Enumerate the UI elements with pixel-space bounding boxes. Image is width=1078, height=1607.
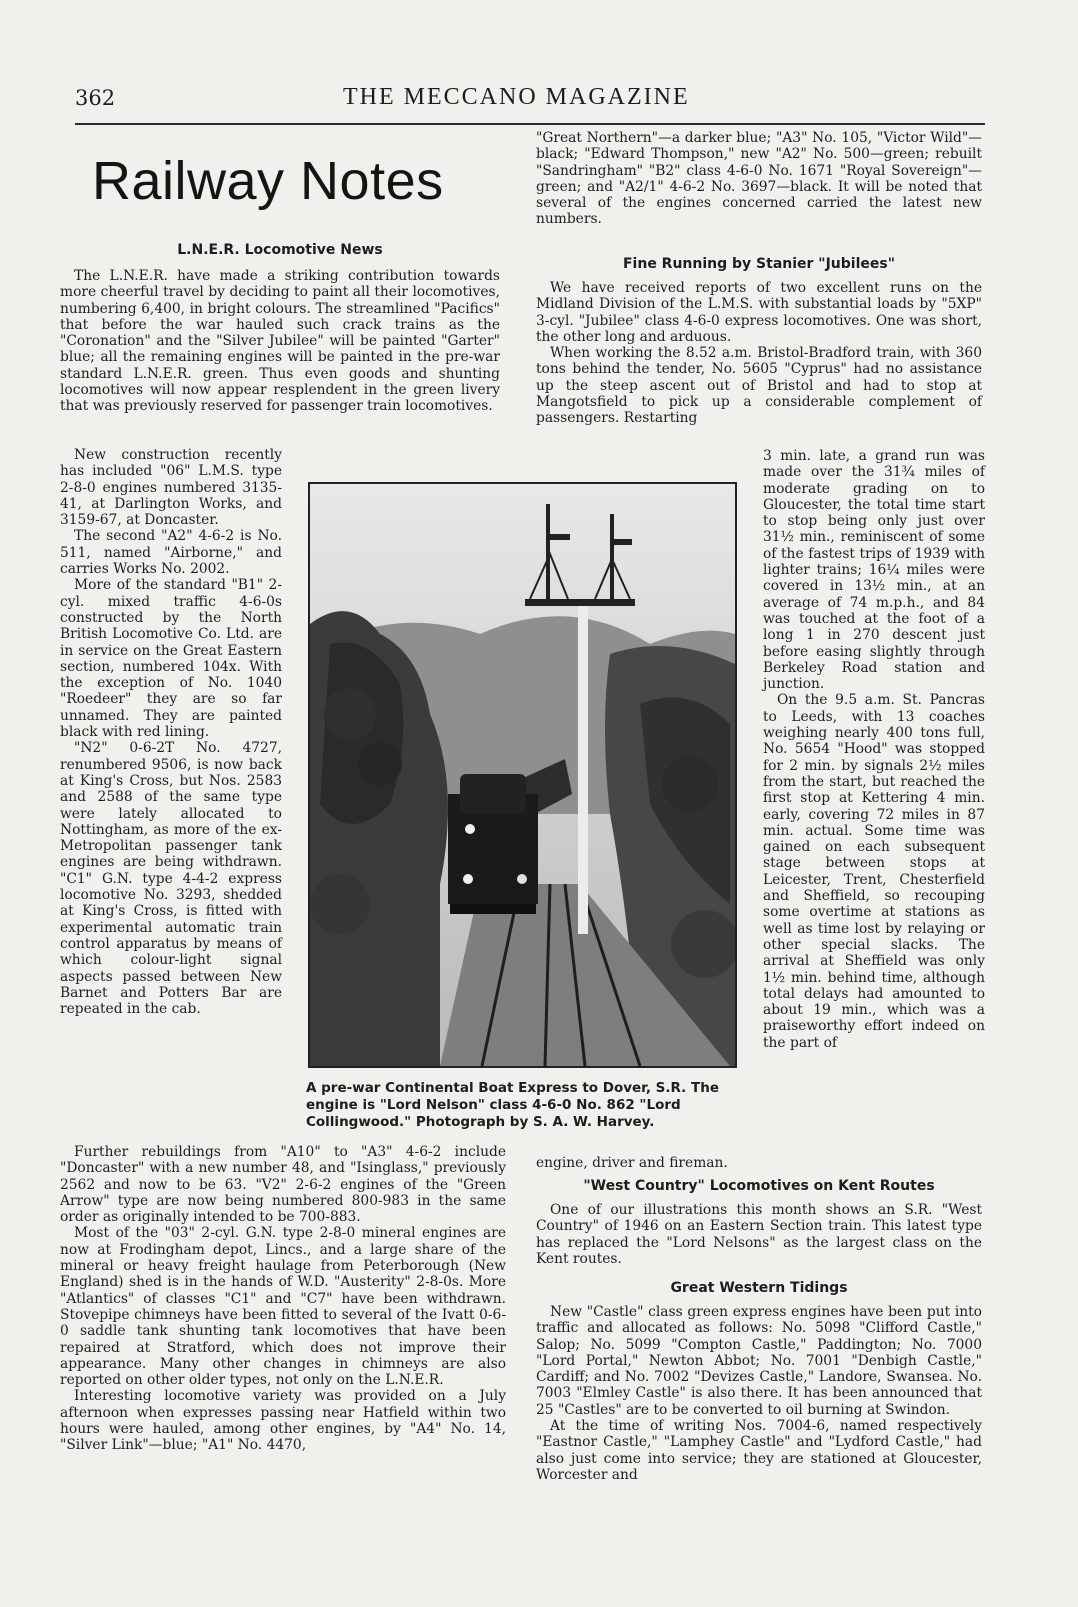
paragraph: New "Castle" class green express engines have been put into traffic and allocated as follows: No. 5098 "Clifford Castle," Salop; No. 5099 "Compton Castle," Paddington; No. 7000 "Lord Portal," Newton Abbot; No. 7001 "Denbigh Castle," Cardiff; and No. 7002 "Devizes Castle," Landore, Swansea. No. 7003 "Elmley Castle" is also there. It has been announced that 25 "Castles" are to be converted to oil burning at Swindon.	[536, 1304, 982, 1418]
heading-jubilees: Fine Running by Stanier "Jubilees"	[622, 256, 896, 272]
page-header	[75, 86, 985, 122]
paragraph: We have received reports of two excellent runs on the Midland Division of the L.M.S. with substantial loads by "5XP" 3-cyl. "Jubilee" class 4-6-0 express locomotives. One was short, the other long and arduous.	[536, 280, 982, 345]
right-column-west	[536, 1202, 982, 1267]
paragraph: 3 min. late, a grand run was made over the 31¾ miles of moderate grading on to Gloucester, the total time start to stop being only just over 31½ min., reminiscent of some of the fastest trips of 1939 with lighter trains; 16¼ miles were covered in 13½ min., at an average of 74 m.p.h., and 84 was touched at the foot of a long 1 in 270 descent just before easing slightly through Berkeley Road station and junction.	[763, 448, 985, 693]
train-photograph	[308, 482, 737, 1068]
paragraph: "Great Northern"—a darker blue; "A3" No. 105, "Victor Wild"—black; "Edward Thompson," new "A2" No. 500—green; rebuilt "Sandringham" "B2" class 4-6-0 No. 1671 "Royal Sovereign"—green; and "A2/1" 4-6-2 No. 3697—black. It will be noted that several of the engines concerned carried the latest new numbers.	[536, 130, 982, 228]
paragraph: New construction recently has included "06" L.M.S. type 2-8-0 engines numbered 3135-41, at Darlington Works, and 3159-67, at Doncaster.	[60, 447, 282, 529]
paragraph: Most of the "03" 2-cyl. G.N. type 2-8-0 mineral engines are now at Frodingham depot, Lincs., and a large share of the mineral or heavy freight haulage from Peterborough (New England) shed is in the hands of W.D. "Austerity" 2-8-0s. More "Atlantics" of classes "C1" and "C7" have been withdrawn. Stovepipe chimneys have been fitted to several of the Ivatt 0-6-0 saddle tank shunting tank locomotives that have been repaired at Stratford, which does not improve their appearance. Many other changes in chimneys are also reported on other older types, not only on the L.N.E.R.	[60, 1225, 506, 1389]
paragraph: On the 9.5 a.m. St. Pancras to Leeds, with 13 coaches weighing nearly 400 tons full, No. 5654 "Hood" was stopped for 2 min. by signals 2½ miles from the start, but reached the first stop at Kettering 4 min. early, covering 72 miles in 87 min. actual. Some time was gained on each subsequent stage between stops at Leicester, Trent, Chesterfield and Sheffield, so recouping some overtime at stations as well as time lost by relaying or other special slacks. The arrival at Sheffield was only 1½ min. behind time, although total delays had amounted to about 19 min., which was a praiseworthy effort indeed on the part of	[763, 692, 985, 1051]
paragraph: engine, driver and fireman.	[536, 1155, 728, 1171]
photo-caption: A pre-war Continental Boat Express to Dover, S.R. The engine is "Lord Nelson" class 4-6-0 No. 862 "Lord Collingwood." Photograph by S. A. W. Harvey.	[306, 1080, 719, 1130]
heading-west-country: "West Country" Locomotives on Kent Routes	[583, 1178, 935, 1194]
paragraph: When working the 8.52 a.m. Bristol-Bradford train, with 360 tons behind the tender, No. 5605 "Cyprus" had no assistance up the steep ascent out of Bristol and had to stop at Mangotsfield to pick up a considerable complement of passengers. Restarting	[536, 345, 982, 427]
journal-title: THE MECCANO MAGAZINE	[343, 84, 690, 110]
left-column-bottom	[60, 1144, 506, 1454]
right-column-bottom	[536, 1155, 982, 1171]
paragraph: One of our illustrations this month shows an S.R. "West Country" of 1946 on an Eastern Section train. This latest type has replaced the "Lord Nelsons" as the largest class on the Kent routes.	[536, 1202, 982, 1267]
heading-lner-news: L.N.E.R. Locomotive News	[177, 242, 383, 258]
page-number: 362	[75, 86, 116, 110]
article-title: Railway Notes	[92, 151, 444, 211]
left-narrow-column	[60, 447, 282, 1017]
paragraph: More of the standard "B1" 2-cyl. mixed traffic 4-6-0s constructed by the North British Locomotive Co. Ltd. are in service on the Great Eastern section, numbered 104x. With the exception of No. 1040 "Roedeer" they are so far unnamed. They are painted black with red lining.	[60, 577, 282, 741]
right-column-gw	[536, 1304, 982, 1483]
paragraph: Interesting locomotive variety was provided on a July afternoon when expresses passing near Hatfield within two hours were hauled, among other engines, by "A4" No. 14, "Silver Link"—blue; "A1" No. 4470,	[60, 1388, 506, 1454]
header-rule	[75, 123, 985, 125]
paragraph: The second "A2" 4-6-2 is No. 511, named "Airborne," and carries Works No. 2002.	[60, 528, 282, 578]
left-column-top	[60, 268, 500, 415]
paragraph: The L.N.E.R. have made a striking contribution towards more cheerful travel by deciding to paint all their locomotives, numbering 6,400, in bright colours. The streamlined "Pacifics" that before the war hauled such crack trains as the "Coronation" and the "Silver Jubilee" will be painted "Garter" blue; all the remaining engines will be painted in the pre-war standard L.N.E.R. green. Thus even goods and shunting locomotives will now appear resplendent in the green livery that was previously reserved for passenger train locomotives.	[60, 268, 500, 415]
train-photo-illustration	[310, 484, 735, 1066]
heading-great-western: Great Western Tidings	[670, 1280, 848, 1296]
right-column-top	[536, 130, 982, 228]
paragraph: Further rebuildings from "A10" to "A3" 4-6-2 include "Doncaster" with a new number 48, and "Isinglass," previously 2562 and now to be 63. "V2" 2-6-2 engines of the "Green Arrow" type are now being numbered 800-983 in the same order as originally intended to be 700-883.	[60, 1144, 506, 1226]
paragraph: "N2" 0-6-2T No. 4727, renumbered 9506, is now back at King's Cross, but Nos. 2583 and 2588 of the same type were lately allocated to Nottingham, as more of the ex-Metropolitan passenger tank engines are being withdrawn. "C1" G.N. type 4-4-2 express locomotive No. 3293, shedded at King's Cross, is fitted with experimental automatic train control apparatus by means of which colour-light signal aspects passed between New Barnet and Potters Bar are repeated in the cab.	[60, 740, 282, 1018]
right-narrow-column	[763, 448, 985, 1051]
paragraph: At the time of writing Nos. 7004-6, named respectively "Eastnor Castle," "Lamphey Castle" and "Lydford Castle," had also just come into service; they are stationed at Gloucester, Worcester and	[536, 1418, 982, 1483]
right-column-jubilees	[536, 280, 982, 427]
